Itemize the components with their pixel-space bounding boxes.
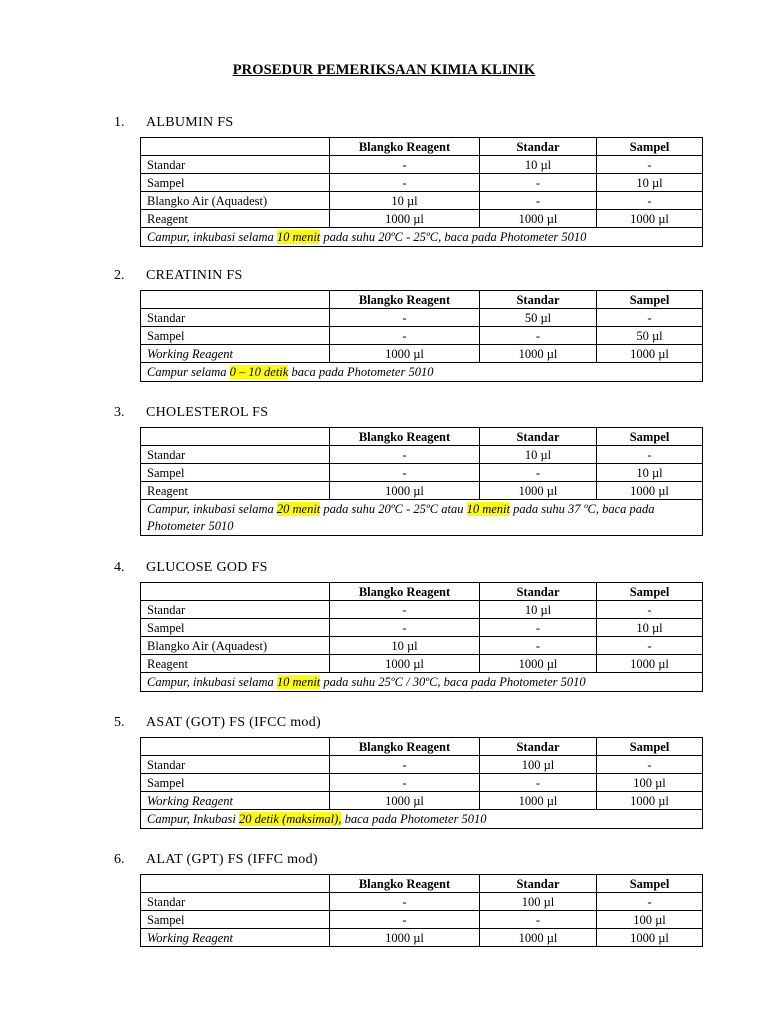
row-label: Working Reagent [141, 345, 330, 363]
procedure-table [140, 290, 703, 382]
table-cell: - [330, 756, 480, 774]
table-cell: 1000 µl [480, 929, 597, 947]
table-cell: - [597, 446, 703, 464]
row-label: Reagent [141, 210, 330, 228]
note-text: pada suhu 25ºC / 30ºC, baca pada Photometer 5010 [320, 675, 586, 689]
table-header-row [141, 291, 703, 309]
table-header-cell: Blangko Reagent [330, 428, 480, 446]
table-header-empty [141, 738, 330, 756]
table-row [141, 774, 703, 792]
table-header-empty [141, 138, 330, 156]
table-header-cell: Standar [480, 583, 597, 601]
table-cell: 1000 µl [597, 792, 703, 810]
row-label: Standar [141, 309, 330, 327]
table-row [141, 210, 703, 228]
table-cell: - [480, 174, 597, 192]
highlighted-duration: 10 menit [466, 502, 510, 516]
table-header-cell: Blangko Reagent [330, 738, 480, 756]
table-header-empty [141, 428, 330, 446]
table-cell: - [480, 911, 597, 929]
table-cell: 1000 µl [597, 655, 703, 673]
highlighted-duration: 20 menit [276, 502, 321, 516]
table-cell: 1000 µl [330, 655, 480, 673]
procedure-section [0, 715, 768, 826]
table-row [141, 482, 703, 500]
section-number: 3. [114, 405, 125, 420]
section-name: CREATININ FS [146, 268, 243, 283]
table-header-cell: Blangko Reagent [330, 291, 480, 309]
note-text: pada suhu 20ºC - 25ºC, baca pada Photometer 5010 [320, 230, 587, 244]
table-row [141, 309, 703, 327]
table-header-cell: Standar [480, 291, 597, 309]
table-cell: - [330, 464, 480, 482]
section-heading [0, 268, 768, 286]
table-cell: 1000 µl [480, 345, 597, 363]
table-header-row [141, 875, 703, 893]
table-cell: - [480, 619, 597, 637]
section-name: ALAT (GPT) FS (IFFC mod) [146, 852, 318, 867]
table-row [141, 655, 703, 673]
table-cell: 10 µl [597, 464, 703, 482]
table-row [141, 911, 703, 929]
procedure-table [140, 427, 703, 536]
row-label: Standar [141, 893, 330, 911]
table-cell: - [597, 192, 703, 210]
table-cell: - [597, 756, 703, 774]
table-header-cell: Sampel [597, 138, 703, 156]
table-cell: 1000 µl [597, 482, 703, 500]
section-name: ALBUMIN FS [146, 115, 234, 130]
table-cell: - [597, 893, 703, 911]
procedure-note [141, 228, 703, 247]
table-row [141, 619, 703, 637]
highlighted-duration: 10 menit [276, 230, 321, 244]
section-number: 5. [114, 715, 125, 730]
table-cell: 1000 µl [480, 792, 597, 810]
note-text: Campur, Inkubasi [147, 812, 240, 826]
table-cell: 1000 µl [597, 345, 703, 363]
section-number: 6. [114, 852, 125, 867]
row-label: Working Reagent [141, 929, 330, 947]
table-row [141, 156, 703, 174]
table-cell: - [480, 192, 597, 210]
note-text: baca pada Photometer 5010 [341, 812, 487, 826]
row-label: Sampel [141, 619, 330, 637]
section-number: 2. [114, 268, 125, 283]
table-cell: 10 µl [480, 446, 597, 464]
section-heading [0, 405, 768, 423]
table-cell: - [330, 327, 480, 345]
page-title: PROSEDUR PEMERIKSAAN KIMIA KLINIK [232, 62, 536, 78]
table-header-cell: Standar [480, 138, 597, 156]
table-row [141, 929, 703, 947]
table-cell: 100 µl [597, 911, 703, 929]
procedure-table [140, 137, 703, 247]
table-header-cell: Blangko Reagent [330, 138, 480, 156]
highlighted-duration: 20 detik (maksimal), [239, 812, 342, 826]
note-row [141, 810, 703, 829]
table-cell: 1000 µl [330, 929, 480, 947]
table-row [141, 345, 703, 363]
table-cell: 50 µl [480, 309, 597, 327]
table-cell: 1000 µl [480, 655, 597, 673]
table-row [141, 446, 703, 464]
table-cell: - [597, 309, 703, 327]
table-header-empty [141, 291, 330, 309]
procedure-note [141, 810, 703, 829]
procedure-section [0, 852, 768, 945]
table-cell: - [480, 464, 597, 482]
table-cell: 100 µl [480, 893, 597, 911]
row-label: Working Reagent [141, 792, 330, 810]
table-header-cell: Sampel [597, 738, 703, 756]
table-row [141, 893, 703, 911]
table-cell: - [330, 309, 480, 327]
table-cell: 100 µl [480, 756, 597, 774]
table-cell: 1000 µl [330, 482, 480, 500]
row-label: Standar [141, 756, 330, 774]
section-heading [0, 715, 768, 733]
section-heading [0, 852, 768, 870]
table-cell: 1000 µl [480, 482, 597, 500]
table-header-cell: Standar [480, 738, 597, 756]
section-heading [0, 115, 768, 133]
table-cell: - [330, 911, 480, 929]
table-header-cell: Standar [480, 428, 597, 446]
section-name: CHOLESTEROL FS [146, 405, 269, 420]
highlighted-duration: 0 – 10 detik [229, 365, 289, 379]
note-text: Campur, inkubasi selama [147, 675, 277, 689]
procedure-note [141, 500, 703, 536]
table-header-cell: Sampel [597, 583, 703, 601]
table-cell: 50 µl [597, 327, 703, 345]
procedure-section [0, 268, 768, 379]
highlighted-duration: 10 menit [276, 675, 321, 689]
table-header-cell: Sampel [597, 291, 703, 309]
note-text: Campur, inkubasi selama [147, 230, 277, 244]
table-cell: 1000 µl [597, 210, 703, 228]
table-cell: - [330, 619, 480, 637]
note-text: pada suhu 20ºC - 25ºC atau [320, 502, 467, 516]
section-name: ASAT (GOT) FS (IFCC mod) [146, 715, 321, 730]
table-cell: 10 µl [330, 637, 480, 655]
note-text: Campur selama [147, 365, 230, 379]
table-header-row [141, 138, 703, 156]
table-cell: 10 µl [480, 156, 597, 174]
table-cell: 10 µl [597, 174, 703, 192]
table-cell: 1000 µl [330, 345, 480, 363]
table-header-cell: Blangko Reagent [330, 875, 480, 893]
table-cell: 1000 µl [597, 929, 703, 947]
note-row [141, 228, 703, 247]
procedure-section [0, 405, 768, 533]
table-cell: - [480, 774, 597, 792]
table-cell: - [330, 893, 480, 911]
table-cell: - [330, 174, 480, 192]
table-header-row [141, 583, 703, 601]
note-row [141, 500, 703, 536]
table-header-row [141, 738, 703, 756]
row-label: Standar [141, 446, 330, 464]
table-cell: 10 µl [330, 192, 480, 210]
row-label: Reagent [141, 482, 330, 500]
table-header-cell: Sampel [597, 875, 703, 893]
table-row [141, 464, 703, 482]
row-label: Sampel [141, 327, 330, 345]
table-cell: 1000 µl [330, 792, 480, 810]
table-header-empty [141, 583, 330, 601]
section-number: 4. [114, 560, 125, 575]
procedure-table [140, 874, 703, 947]
row-label: Sampel [141, 774, 330, 792]
section-number: 1. [114, 115, 125, 130]
procedure-note [141, 363, 703, 382]
table-cell: - [480, 637, 597, 655]
row-label: Reagent [141, 655, 330, 673]
section-name: GLUCOSE GOD FS [146, 560, 268, 575]
row-label: Sampel [141, 464, 330, 482]
table-cell: - [597, 601, 703, 619]
table-row [141, 192, 703, 210]
procedure-section [0, 115, 768, 244]
table-row [141, 637, 703, 655]
row-label: Standar [141, 156, 330, 174]
procedure-section [0, 560, 768, 689]
table-cell: - [597, 156, 703, 174]
table-cell: - [330, 156, 480, 174]
table-row [141, 601, 703, 619]
table-cell: 1000 µl [480, 210, 597, 228]
table-row [141, 327, 703, 345]
table-cell: - [480, 327, 597, 345]
table-header-cell: Sampel [597, 428, 703, 446]
row-label: Blangko Air (Aquadest) [141, 192, 330, 210]
row-label: Sampel [141, 911, 330, 929]
procedure-note [141, 673, 703, 692]
note-text: baca pada Photometer 5010 [288, 365, 434, 379]
table-cell: 10 µl [597, 619, 703, 637]
table-cell: - [330, 774, 480, 792]
table-cell: - [330, 446, 480, 464]
note-text: pada suhu 37 ºC, baca pada Photometer 5010 [147, 502, 655, 533]
table-row [141, 174, 703, 192]
note-row [141, 363, 703, 382]
row-label: Blangko Air (Aquadest) [141, 637, 330, 655]
table-cell: - [597, 637, 703, 655]
row-label: Sampel [141, 174, 330, 192]
table-row [141, 792, 703, 810]
procedure-table [140, 582, 703, 692]
table-cell: - [330, 601, 480, 619]
table-cell: 100 µl [597, 774, 703, 792]
section-heading [0, 560, 768, 578]
table-header-row [141, 428, 703, 446]
note-row [141, 673, 703, 692]
table-header-cell: Blangko Reagent [330, 583, 480, 601]
procedure-table [140, 737, 703, 829]
row-label: Standar [141, 601, 330, 619]
table-cell: 1000 µl [330, 210, 480, 228]
note-text: Campur, inkubasi selama [147, 502, 277, 516]
table-header-empty [141, 875, 330, 893]
table-row [141, 756, 703, 774]
table-header-cell: Standar [480, 875, 597, 893]
table-cell: 10 µl [480, 601, 597, 619]
